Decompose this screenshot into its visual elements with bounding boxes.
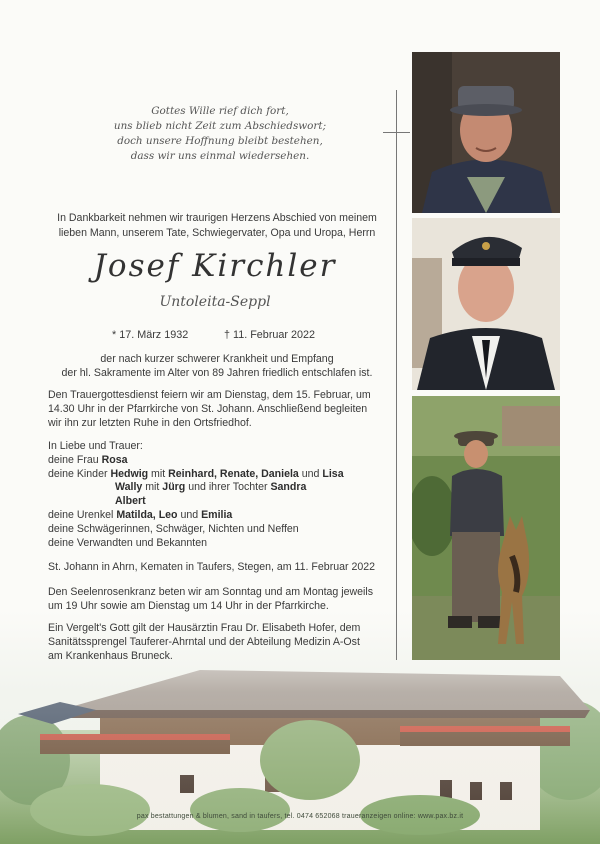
photo-man-with-dog xyxy=(412,396,560,660)
funeral-line: 14.30 Uhr in der Pfarrkirche von St. Johann. Anschließend begleiten xyxy=(48,402,368,415)
death-date: † 11. Februar 2022 xyxy=(224,329,316,341)
mourner-children: deine Kinder Hedwig mit Reinhard, Renate, Daniela und Lisa xyxy=(48,467,344,480)
thanks-notice xyxy=(48,622,398,663)
mourner-greatgrandchildren: deine Urenkel Matilda, Leo und Emilia xyxy=(48,508,233,521)
mourners-list xyxy=(48,440,398,550)
intro-line: lieben Mann, unserem Tate, Schwiegervater, Opa und Uropa, Herrn xyxy=(58,226,376,239)
deceased-nickname: Untoleita-Seppl xyxy=(159,294,271,310)
funeral-home-footer: pax bestattungen & blumen, sand in taufers, tel. 0474 652068 traueranzeigen online: www.pax.bz.it xyxy=(136,813,464,820)
thanks-line: Sanitätssprengel Tauferer-Ahrntal und der Abteilung Medizin A-Ost xyxy=(48,635,360,648)
rosary-line: Den Seelenrosenkranz beten wir am Sonntag und am Montag jeweils xyxy=(48,586,374,598)
mourner-child-albert: Albert xyxy=(115,495,146,508)
mourner-relatives: deine Verwandten und Bekannten xyxy=(48,536,208,549)
thanks-line: Ein Vergelt's Gott gilt der Hausärztin Frau Dr. Elisabeth Hofer, dem xyxy=(48,622,361,634)
funeral-line: Den Trauergottesdienst feiern wir am Dienstag, dem 15. Februar, um xyxy=(48,389,371,401)
cross-horizontal-line xyxy=(383,132,410,133)
sacrament-text xyxy=(42,352,392,380)
verse-line: doch unsere Hoffnung bleibt bestehen, xyxy=(117,135,323,147)
verse-line: Gottes Wille rief dich fort, xyxy=(151,105,289,117)
place-and-date: St. Johann in Ahrn, Kematen in Taufers, Stegen, am 11. Februar 2022 xyxy=(48,561,376,573)
funeral-line: wir ihn zur letzten Ruhe in den Ortsfriedhof. xyxy=(48,416,252,429)
sacrament-line: der hl. Sakramente im Alter von 89 Jahren friedlich entschlafen ist. xyxy=(61,367,373,379)
thanks-line: am Krankenhaus Bruneck. xyxy=(48,649,173,662)
mourner-inlaws: deine Schwägerinnen, Schwäger, Nichten und Neffen xyxy=(48,522,299,535)
rosary-notice xyxy=(48,586,398,614)
life-dates xyxy=(112,328,372,342)
mourners-heading: In Liebe und Trauer: xyxy=(48,440,143,452)
sacrament-line: der nach kurzer schwerer Krankheit und Empfang xyxy=(100,353,334,365)
verse-line: uns blieb nicht Zeit zum Abschiedswort; xyxy=(113,120,327,132)
funeral-notice xyxy=(48,389,398,430)
birth-date: * 17. März 1932 xyxy=(112,329,189,341)
memorial-verse xyxy=(60,104,380,164)
portrait-photo-cap xyxy=(412,218,560,390)
intro-line: In Dankbarkeit nehmen wir traurigen Herzens Abschied von meinem xyxy=(57,212,377,224)
portrait-photo-hat xyxy=(412,52,560,213)
verse-line: dass wir uns einmal wiedersehen. xyxy=(130,150,310,162)
deceased-name: Josef Kirchler xyxy=(93,248,337,284)
mourner-wife: deine Frau Rosa xyxy=(48,453,128,466)
intro-text xyxy=(47,211,387,240)
mourner-child-wally: Wally mit Jürg und ihrer Tochter Sandra xyxy=(115,481,307,494)
rosary-line: um 19 Uhr sowie am Dienstag um 14 Uhr in der Pfarrkirche. xyxy=(48,599,329,612)
